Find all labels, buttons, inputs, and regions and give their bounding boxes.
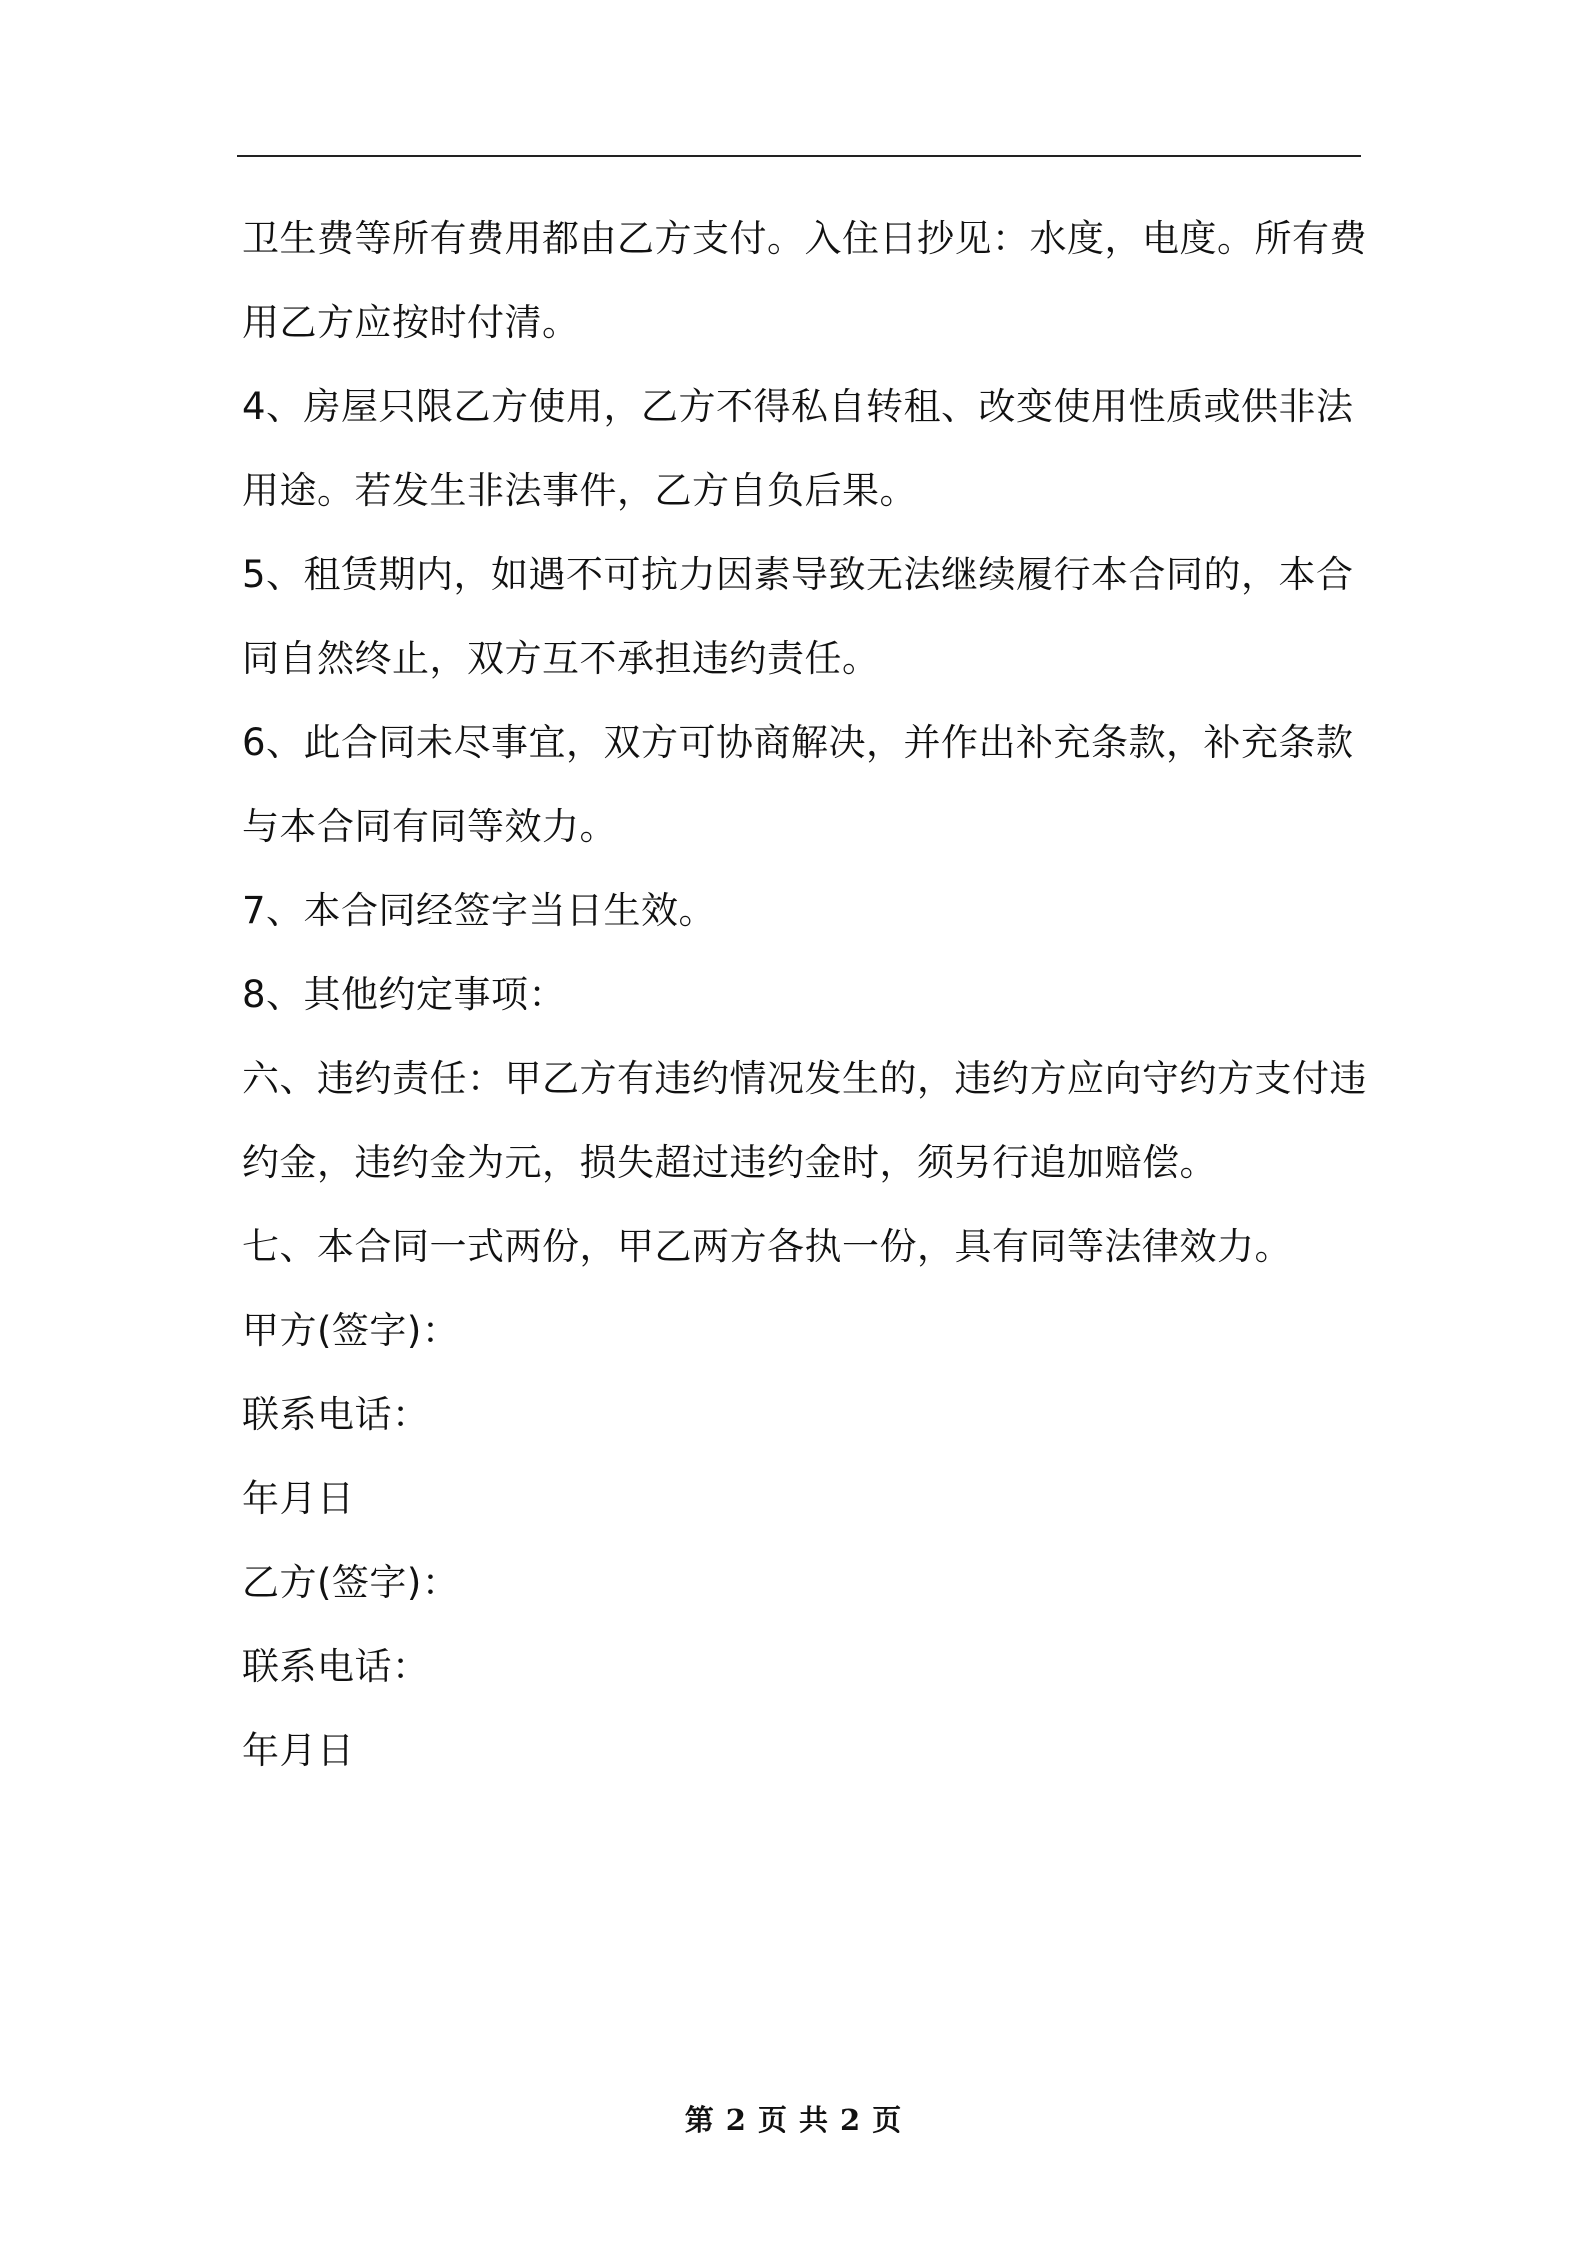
text-line: 与本合同有同等效力。	[242, 805, 617, 848]
text-line: 用乙方应按时付清。	[242, 301, 580, 344]
clause-6: 6、此合同未尽事宜，双方可协商解决，并作出补充条款，补充条款	[242, 721, 1354, 764]
clause-5: 5、租赁期内，如遇不可抗力因素导致无法继续履行本合同的，本合	[242, 553, 1354, 596]
page-number: 2	[725, 2103, 746, 2137]
footer-ye: 页	[757, 2103, 787, 2137]
party-b-date: 年月日	[242, 1729, 355, 1772]
clause-7: 7、本合同经签字当日生效。	[242, 889, 717, 932]
party-b-signature: 乙方(签字)：	[242, 1561, 460, 1604]
text-line: 卫生费等所有费用都由乙方支付。入住日抄见：水度，电度。所有费	[242, 217, 1367, 260]
document-body	[242, 197, 1367, 1793]
section-7-copies: 七、本合同一式两份，甲乙两方各执一份，具有同等法律效力。	[242, 1225, 1292, 1268]
section-6-breach-liability: 六、违约责任：甲乙方有违约情况发生的，违约方应向守约方支付违	[242, 1057, 1367, 1100]
party-a-signature: 甲方(签字)：	[242, 1309, 460, 1352]
text-line: 用途。若发生非法事件，乙方自负后果。	[242, 469, 917, 512]
footer-ye2: 页	[872, 2103, 902, 2137]
party-b-phone: 联系电话：	[242, 1645, 430, 1688]
total-pages: 2	[840, 2103, 861, 2137]
clause-8: 8、其他约定事项：	[242, 973, 567, 1016]
party-a-date: 年月日	[242, 1477, 355, 1520]
header-rule	[237, 155, 1361, 157]
clause-4: 4、房屋只限乙方使用，乙方不得私自转租、改变使用性质或供非法	[242, 385, 1354, 428]
footer-gong: 共	[799, 2103, 829, 2137]
text-line: 同自然终止，双方互不承担违约责任。	[242, 637, 880, 680]
footer-di: 第	[684, 2103, 714, 2137]
text-line: 约金，违约金为元，损失超过违约金时，须另行追加赔偿。	[242, 1141, 1217, 1184]
party-a-phone: 联系电话：	[242, 1393, 430, 1436]
page-footer	[0, 2100, 1586, 2140]
